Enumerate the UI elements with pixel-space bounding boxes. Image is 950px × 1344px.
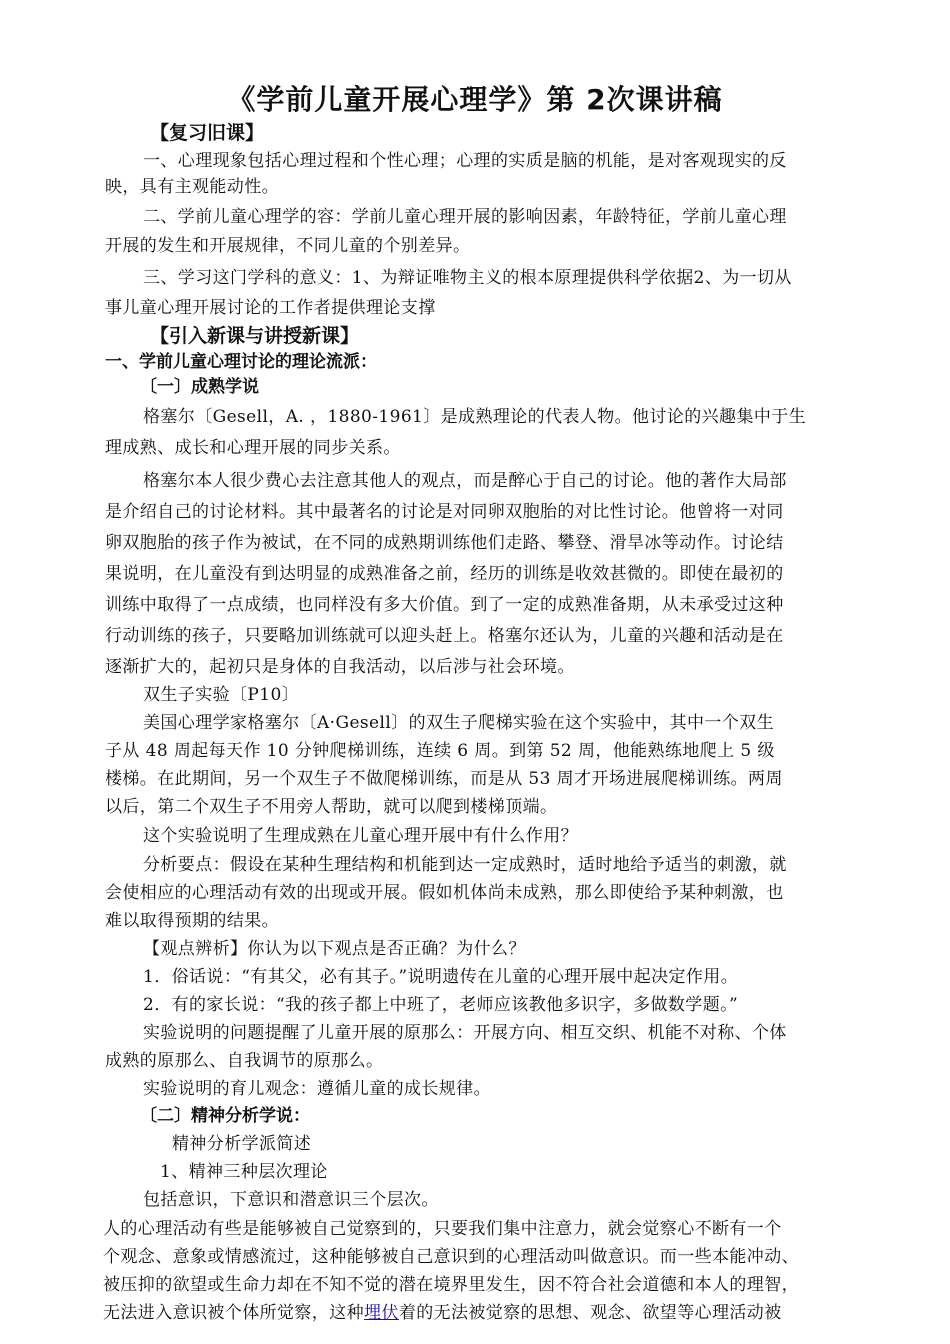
viewpoint-discussion-label: 【观点辨析】你认为以下观点是否正确？为什么？ [143,939,526,959]
consciousness-paragraph-line-2: 个观念、意象或情感流过，这种能够被自己意识到的心理活动叫做意识。而一些本能冲动、 [103,1247,799,1267]
consciousness-paragraph-line-4 [103,1302,782,1324]
consciousness-paragraph-line-1: 人的心理活动有些是能够被自己觉察到的，只要我们集中注意力，就会觉察心不断有一个 [103,1219,782,1239]
viewpoint-item-1: 1．俗话说：“有其父，必有其子。”说明遗传在儿童的心理开展中起决定作用。 [143,967,739,987]
subheading-psychoanalysis: 〔二〕精神分析学说： [140,1106,310,1126]
analysis-paragraph-line-3: 难以取得预期的结果。 [105,911,279,931]
consciousness-paragraph-line-3: 被压抑的欲望或生命力却在不知不觉的潜在境界里发生，因不符合社会道德和本人的理智， [103,1275,799,1295]
maturation-paragraph-2-line-5: 训练中取得了一点成绩，也同样没有多大价值。到了一定的成熟准备期，从未承受过这种 [105,595,784,615]
section-review-heading: 【复习旧课】 [150,122,265,144]
maturation-paragraph-2-line-4: 果说明，在儿童没有到达明显的成熟准备之前，经历的训练是收效甚微的。即使在最初的 [105,564,784,584]
twin-paragraph-line-3: 楼梯。在此期间，另一个双生子不做爬梯训练，而是从 53 周才开场进展爬梯训练。两周 [105,769,783,789]
question-text: 这个实验说明了生理成熟在儿童心理开展中有什么作用？ [143,826,578,846]
psychoanalysis-overview: 精神分析学派简述 [172,1134,312,1154]
document-title: 《学前儿童开展心理学》第 2次课讲稿 [227,83,723,116]
maturation-paragraph-2-line-3: 卵双胞胎的孩子作为被试，在不同的成熟期训练他们走路、攀登、滑旱冰等动作。讨论结 [105,533,784,553]
maturation-paragraph-1-line-2: 理成熟、成长和心理开展的同步关系。 [105,438,401,458]
maturation-paragraph-2-line-7: 逐渐扩大的，起初只是身体的自我活动，以后涉与社会环境。 [105,657,575,677]
review-paragraph-1-line-2: 映，具有主观能动性。 [105,177,279,197]
principle-paragraph-line-2: 成熟的原那么、自我调节的原那么。 [105,1051,384,1071]
heading-theory-schools: 一、学前儿童心理讨论的理论流派： [105,352,377,372]
twin-paragraph-line-4: 以后，第二个双生子不用旁人帮助，就可以爬到楼梯顶端。 [105,797,558,817]
review-paragraph-2-line-1: 二、学前儿童心理学的容：学前儿童心理开展的影响因素，年龄特征，学前儿童心理 [143,207,787,227]
subheading-maturation: 〔一〕成熟学说 [140,377,259,397]
principle-paragraph-line-1: 实验说明的问题提醒了儿童开展的原那么：开展方向、相互交织、机能不对称、个体 [143,1023,787,1043]
maturation-paragraph-1-line-1: 格塞尔〔Gesell，A. ，1880-1961〕是成熟理论的代表人物。他讨论的兴趣集中于生 [143,407,807,427]
three-levels-theory: 1、精神三种层次理论 [160,1162,328,1182]
viewpoint-item-2: 2．有的家长说：“我的孩子都上中班了，老师应该教他多识字，多做数学题。” [143,995,739,1015]
maturation-paragraph-2-line-6: 行动训练的孩子，只要略加训练就可以迎头赶上。格塞尔还认为，儿童的兴趣和活动是在 [105,626,784,646]
parenting-concept-line: 实验说明的育儿观念：遵循儿童的成长规律。 [143,1079,491,1099]
consciousness-line-4-end: 着的无法被觉察的思想、观念、欲望等心理活动被 [398,1303,782,1323]
analysis-paragraph-line-2: 会使相应的心理活动有效的出现或开展。假如机体尚未成熟，那么即使给予某种刺激，也 [105,883,784,903]
review-paragraph-3-line-2: 事儿童心理开展讨论的工作者提供理论支撑 [105,298,436,318]
consciousness-line-4-start: 无法进入意识被个体所觉察，这种 [103,1303,364,1323]
review-paragraph-3-line-1: 三、学习这门学科的意义：1、为辩证唯物主义的根本原理提供科学依据2、为一切从 [143,268,792,288]
three-levels-description: 包括意识，下意识和潜意识三个层次。 [143,1190,439,1210]
analysis-paragraph-line-1: 分析要点：假设在某种生理结构和机能到达一定成熟时，适时地给予适当的刺激，就 [143,855,787,875]
review-paragraph-2-line-2: 开展的发生和开展规律，不同儿童的个别差异。 [105,236,471,256]
maturation-paragraph-2-line-1: 格塞尔本人很少费心去注意其他人的观点，而是醉心于自己的讨论。他的著作大局部 [143,471,787,491]
review-paragraph-1-line-1: 一、心理现象包括心理过程和个性心理；心理的实质是脑的机能，是对客观现实的反 [143,151,787,171]
maturation-paragraph-2-line-2: 是介绍自己的讨论材料。其中最著名的讨论是对同卵双胞胎的对比性讨论。他曾将一对同 [105,502,784,522]
section-new-heading: 【引入新课与讲授新课】 [150,325,360,347]
twin-paragraph-line-1: 美国心理学家格塞尔〔A·Gesell〕的双生子爬梯实验在这个实验中，其中一个双生 [143,713,774,733]
twin-paragraph-line-2: 子从 48 周起每天作 10 分钟爬梯训练，连续 6 周。到第 52 周，他能熟练地爬上 5 级 [105,741,775,761]
twin-experiment-title: 双生子实验〔P10〕 [143,685,300,705]
hidden-term-link[interactable]: 埋伏 [364,1303,399,1323]
